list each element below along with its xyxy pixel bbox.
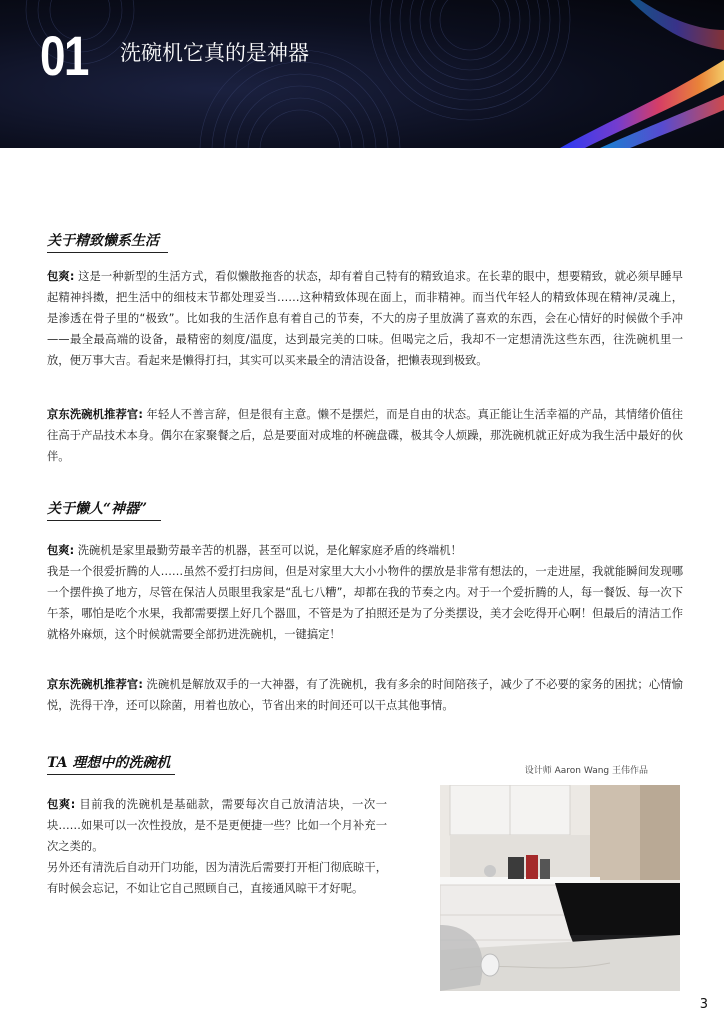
photo-credit: 设计师 Aaron Wang 王伟作品 bbox=[524, 766, 648, 776]
speaker-name: 包爽: bbox=[47, 798, 76, 811]
kitchen-photo bbox=[440, 785, 680, 991]
paragraph-continuation: 我是一个很爱折腾的人……虽然不爱打扫房间，但是对家里大大小小物件的摆放是非常有想法的，一走进屋，我就能瞬间发现哪一个摆件换了地方，尽管在保洁人员眼里我家是“乱七八糟”，却都在我的节奏之内。对于一个爱折腾的人，每一餐饭、每一次下午茶，哪怕是吃个水果，我都需要摆上好几个器皿，不管是为了拍照还是为了分类摆设，美才会吃得开心啊！但最后的清洁工作就格外麻烦，这个时候就需要全部扔进洗碗机，一键搞定！ bbox=[47, 565, 683, 641]
paragraph-text: 洗碗机是解放双手的一大神器，有了洗碗机，我有多余的时间陪孩子，减少了不必要的家务的困扰；心情愉悦，洗得干净，还可以除菌，用着也放心，节省出来的时间还可以干点其他事情。 bbox=[47, 678, 683, 712]
section-1-paragraph-2 bbox=[47, 404, 683, 467]
paragraph-continuation: 另外还有清洗后自动开门功能，因为清洗后需要打开柜门彻底晾干，有时候会忘记，不如让它自己照顾自己，直接通风晾干才好呢。 bbox=[47, 861, 387, 895]
page-number: 3 bbox=[699, 997, 708, 1012]
section-heading-ideal-dishwasher: TA 理想中的洗碗机 bbox=[47, 755, 171, 771]
speaker-name: 包爽: bbox=[47, 270, 75, 283]
section-1-paragraph-1 bbox=[47, 266, 683, 371]
chapter-number: 01 bbox=[40, 24, 88, 87]
section-heading-lazy-gadget: 关于懒人“神器” bbox=[47, 501, 148, 517]
section-heading-lazy-life: 关于精致懒系生活 bbox=[47, 233, 159, 249]
paragraph-text: 目前我的洗碗机是基础款，需要每次自己放清洁块，一次一块……如果可以一次性投放，是不是更便捷一些？比如一个月补充一次之类的。 bbox=[47, 798, 387, 853]
section-underline bbox=[47, 252, 168, 253]
chapter-title: 洗碗机它真的是神器 bbox=[120, 41, 309, 65]
section-3-paragraph-1 bbox=[47, 794, 387, 899]
paragraph-text: 洗碗机是家里最勤劳最辛苦的机器，甚至可以说，是化解家庭矛盾的终端机！ bbox=[74, 544, 462, 557]
banner-decoration bbox=[0, 0, 724, 148]
section-underline bbox=[47, 774, 175, 775]
header-banner bbox=[0, 0, 724, 148]
section-2-paragraph-1 bbox=[47, 540, 683, 645]
paragraph-text: 年轻人不善言辞，但是很有主意。懒不是摆烂，而是自由的状态。真正能让生活幸福的产品，其情绪价值往往高于产品技术本身。偶尔在家聚餐之后，总是要面对成堆的杯碗盘碟，极其令人烦躁，那洗碗机就正好成为我生活中最好的伙伴。 bbox=[47, 408, 683, 463]
section-underline bbox=[47, 520, 161, 521]
paragraph-text: 这是一种新型的生活方式，看似懒散拖沓的状态，却有着自己特有的精致追求。在长辈的眼中，想要精致，就必须早睡早起精神抖擞，把生活中的细枝末节都处理妥当……这种精致体现在面上，而非精神。而当代年轻人的精致体现在精神/灵魂上，是渗透在骨子里的“极致”。比如我的生活作息有着自己的节奏，不大的房子里放满了喜欢的东西，会在心情好的时候做个手冲——最全最高端的设备，最精密的刻度/温度，达到最完美的口味。但喝完之后，我却不一定想清洗这些东西，往洗碗机里一放，便万事大吉。看起来是懒得打扫，其实可以买来最全的清洁设备，把懒表现到极致。 bbox=[47, 270, 683, 367]
speaker-name: 京东洗碗机推荐官: bbox=[47, 678, 143, 691]
kitchen-illustration bbox=[440, 785, 680, 991]
speaker-name: 包爽: bbox=[47, 544, 75, 557]
speaker-name: 京东洗碗机推荐官: bbox=[47, 408, 143, 421]
section-2-paragraph-2 bbox=[47, 674, 683, 716]
